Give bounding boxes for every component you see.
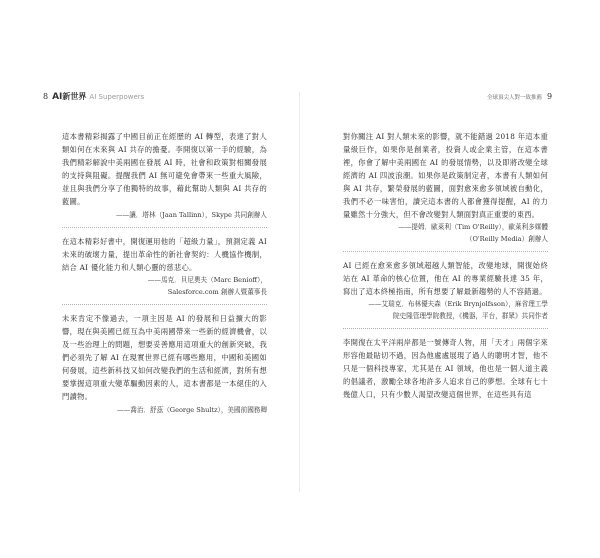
endorsement-attribution: ——馬克．貝尼奧夫（Marc Benioff）， [147,276,267,284]
page-spine [299,92,300,492]
endorsement-attribution: Salesforce.com 創辦人暨董事長 [167,288,267,296]
endorsement-block [62,235,267,298]
endorsement-quote: AI 已經在愈來愈多領域超越人類智能，改變地球，開復始終站在 AI 革命的核心位置，他在 AI 的專業經驗長達 35 年，寫出了這本終極指南，所有想要了解最新趨勢的人不容錯過。 [343,261,548,296]
dotted-divider [62,304,267,305]
endorsement-attribution: ——艾瑞克．布林優夫森（Erik Brynjolfsson），麻省理工學 [368,300,548,308]
right-running-header [487,91,552,104]
endorsement-block [343,336,548,401]
endorsement-quote: 對你關注 AI 對人類未來的影響，就不能錯過 2018 年這本重量級巨作，如果你是創業者，投資人或企業主管，在這本書裡，你會了解中美兩國在 AI 的發展情勢，以及即將改變全球經濟的 AI 四波浪潮。如果你是政策制定者，本書有人類如何與 AI 共存，繁榮發展的藍圖，面對愈來愈多領域被自動化，我們不必一味害怕，讀完這本書的人都會獲得提醒，AI 的力量雖然十分強大，但不會改變對人類面對真正重要的東西。 [343,132,548,219]
endorsement-block [343,130,548,245]
right-page-column [343,130,548,401]
endorsement-block [343,259,548,322]
endorsement-attribution: ——提姆．歐萊利（Tim O'Reilly），歐萊利多媒體 [398,223,548,231]
endorsement-quote: 在這本精彩好書中，開復運用他的「超級力量」，預測定義 AI 未來的破壞力量，提出革命性的新社會契約：人機協作機制，結合 AI 優化能力和人類心靈的慈悲心。 [62,237,267,272]
endorsement-attribution: 院史隆管理學院教授，《機器，平台，群眾》共同作者 [393,312,548,320]
left-page-column [62,130,267,416]
dotted-divider [343,251,548,252]
book-title-en: AI Superpowers [89,93,145,101]
right-page-number: 9 [547,92,553,101]
endorsement-quote: 這本書精彩揭露了中國目前正在經歷的 AI 轉型，表達了對人類如何在未來與 AI 共存的擔憂。李開復以第一手的經驗，為我們精彩解說中美兩國在發展 AI 時，社會和政策對相關發展的支持與阻礙。提醒我們 AI 無可避免會帶來一些重大風險，並且與我們分享了他獨特的故事，藉此幫助人類與 AI 共存的藍圖。 [62,132,267,206]
left-page-number: 8 [43,92,49,101]
book-title-ai: AI [52,92,63,102]
book-title-zh: 新世界 [62,92,87,101]
endorsement-quote: 未來肯定不像過去，一項主因是 AI 的發展和日益擴大的影響，現在與美國已經互為中美兩國帶來一些新的經濟機會，以及一些治理上的問題，想要妥善應用這項重大的創新突破，我們必須先了解 AI 在現實世界已經有哪些應用，中國和美國如何發展，這些新科技又如何改變我們的生活和經濟，對所有想要掌握這項重大變革驅動因素的人，這本書都是一本絕佳的入門讀物。 [62,314,267,401]
dotted-divider [62,227,267,228]
endorsement-block [62,312,267,416]
endorsement-attribution: ——喬治．舒茲（George Shultz），美國前國務卿 [117,406,267,414]
left-running-header [43,91,144,103]
endorsement-attribution: ——讓．塔林（Jaan Tallinn），Skype 共同創辦人 [116,211,267,219]
chapter-title: 全球頂尖人對一致推薦 [487,95,543,101]
endorsement-quote: 李開復在太平洋兩岸都是一號傳奇人物，用「天才」兩個字來形容他最貼切不過，因為他處處展現了過人的聰明才智，他不只是一個科技專家，尤其是在 AI 領域，他也是一個人道主義的倡議者，激勵全球各地許多人追求自己的夢想。全球有七十幾億人口，只有少數人渴望改變這個世界，在這些具有這 [343,338,548,399]
endorsement-attribution: （O'Reilly Media）創辦人 [465,235,548,243]
endorsement-block [62,130,267,221]
dotted-divider [343,328,548,329]
